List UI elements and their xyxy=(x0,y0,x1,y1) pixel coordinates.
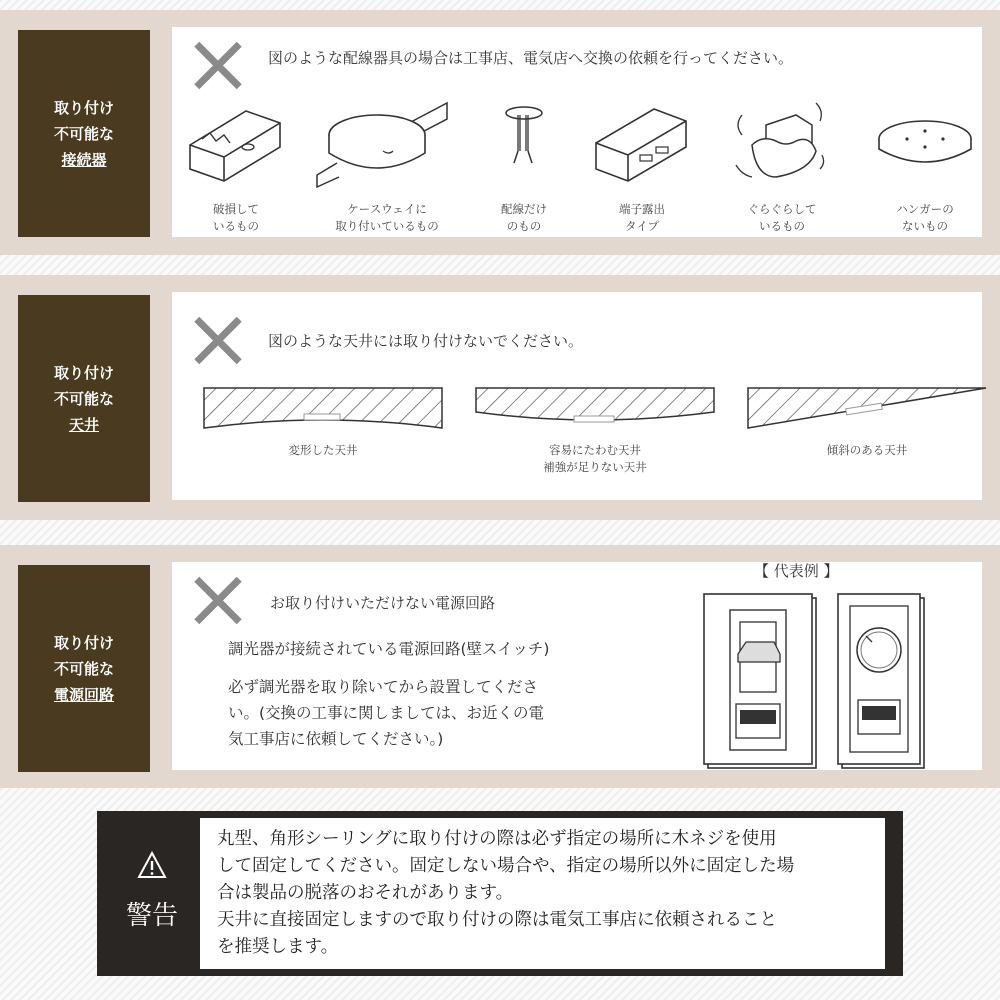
dial-dimmer-switch-icon xyxy=(836,592,956,772)
caption-line: ないもの xyxy=(902,219,948,233)
prohibited-x-icon xyxy=(194,41,242,89)
caption-line: 破損して xyxy=(213,202,259,216)
label-line: 接続器 xyxy=(61,150,107,169)
caption-line: いるもの xyxy=(213,219,259,233)
section-connectors xyxy=(0,10,1000,255)
item-caption xyxy=(317,201,457,235)
caption-line: ケースウェイに xyxy=(347,202,427,216)
warning-box xyxy=(97,811,903,976)
instruction-note: 図のような天井には取り付けないでください。 xyxy=(268,332,584,350)
sloped-ceiling-icon xyxy=(746,382,988,442)
circuit-instructions xyxy=(228,674,648,752)
deformed-ceiling-icon xyxy=(202,382,444,442)
warning-line: して固定してください。固定しない場合や、指定の場所以外に固定した場 xyxy=(217,856,795,876)
section-label xyxy=(18,30,150,237)
caption-line: 配線だけ xyxy=(501,202,547,216)
caption-line: ハンガーの xyxy=(896,202,954,216)
caption-line: 容易にたわむ天井 xyxy=(549,443,641,457)
body-line: 気工事店に依頼してください。) xyxy=(228,730,444,748)
caption-line: ぐらぐらして xyxy=(747,202,817,216)
item-caption xyxy=(474,442,716,476)
damaged-connector-icon xyxy=(188,97,284,187)
weak-ceiling-icon xyxy=(474,382,716,442)
item-caption xyxy=(734,201,830,235)
item-caption xyxy=(594,201,690,235)
item-caption xyxy=(877,201,973,235)
caption-line: タイプ xyxy=(625,219,659,233)
section-panel xyxy=(172,27,982,237)
prohibited-x-icon xyxy=(194,576,242,624)
body-line: 必ず調光器を取り除いてから設置してくださ xyxy=(228,678,539,696)
label-line: 取り付け xyxy=(53,98,114,117)
caption-line: 取り付いているもの xyxy=(335,219,439,233)
caption-line: いるもの xyxy=(759,219,805,233)
no-hanger-icon xyxy=(877,117,973,177)
section-ceilings xyxy=(0,275,1000,520)
item-caption xyxy=(202,442,444,459)
instruction-note: お取り付けいただけない電源回路 xyxy=(270,594,496,612)
caseway-connector-icon xyxy=(317,93,457,193)
label-line: 取り付け xyxy=(53,633,114,652)
body-line: い。(交換の工事に関しましては、お近くの電 xyxy=(228,704,545,722)
warning-text xyxy=(217,826,882,961)
caption-line: 傾斜のある天井 xyxy=(826,443,908,457)
exposed-terminal-icon xyxy=(594,97,690,187)
section-panel xyxy=(172,292,982,500)
circuit-heading: 調光器が接続されている電源回路(壁スイッチ) xyxy=(228,640,550,658)
instruction-note: 図のような配線器具の場合は工事店、電気店へ交換の依頼を行ってください。 xyxy=(268,49,794,67)
section-label xyxy=(18,565,150,772)
warning-line: 丸型、角形シーリングに取り付けの際は必ず指定の場所に木ネジを使用 xyxy=(217,829,777,849)
label-line: 不可能な xyxy=(53,389,114,408)
warning-title: 警告 xyxy=(125,901,178,931)
label-line: 電源回路 xyxy=(53,685,114,704)
section-label xyxy=(18,295,150,502)
caption-line: のもの xyxy=(506,219,542,233)
caption-line: 端子露出 xyxy=(619,202,665,216)
caption-line: 補強が足りない天井 xyxy=(543,460,647,474)
section-power-circuits xyxy=(0,545,1000,788)
warning-line: を推奨します。 xyxy=(217,937,339,957)
warning-line: 天井に直接固定しますので取り付けの際は電気工事店に依頼されること xyxy=(217,910,777,930)
warning-triangle-icon xyxy=(137,851,167,879)
label-line: 取り付け xyxy=(53,363,114,382)
slide-dimmer-switch-icon xyxy=(702,592,822,772)
warning-line: 合は製品の脱落のおそれがあります。 xyxy=(217,883,514,903)
item-caption xyxy=(188,201,284,235)
label-line: 天井 xyxy=(68,415,99,434)
label-line: 不可能な xyxy=(53,659,114,678)
example-label: 【 代表例 】 xyxy=(754,562,839,580)
loose-connector-icon xyxy=(732,95,832,195)
section-panel xyxy=(172,562,982,770)
label-line: 不可能な xyxy=(53,124,114,143)
prohibited-x-icon xyxy=(194,316,242,364)
item-caption xyxy=(746,442,988,459)
warning-text-panel xyxy=(200,818,885,969)
caption-line: 変形した天井 xyxy=(288,443,358,457)
item-caption xyxy=(476,201,572,235)
bare-wiring-icon xyxy=(494,101,554,191)
